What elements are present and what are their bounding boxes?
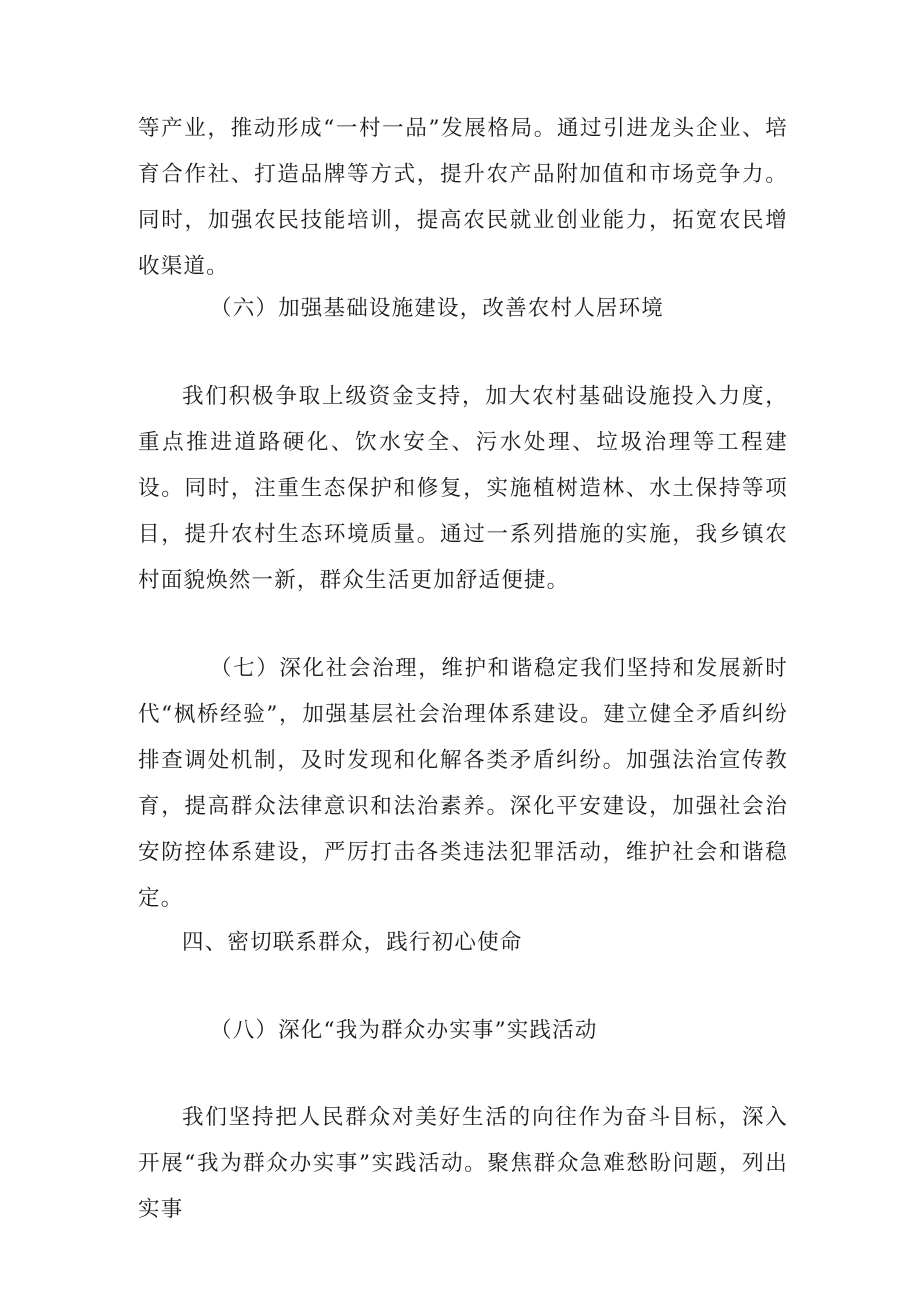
section-heading-six: （六）加强基础设施建设，改善农村人居环境 xyxy=(210,296,665,321)
body-paragraph: 等产业，推动形成“一村一品”发展格局。通过引进龙头企业、培育合作社、打造品牌等方式，提升农产品附加值和市场竞争力。同时，加强农民技能培训，提高农民就业创业能力，拓宽农民增收渠道。 xyxy=(138,116,788,279)
body-paragraph: 我们积极争取上级资金支持，加大农村基础设施投入力度，重点推进道路硬化、饮水安全、污水处理、垃圾治理等工程建设。同时，注重生态保护和修复，实施植树造林、水土保持等项目，提升农村生态环境质量。通过一系列措施的实施，我乡镇农村面貌焕然一新，群众生活更加舒适便捷。 xyxy=(138,384,788,593)
body-paragraph: 我们坚持把人民群众对美好生活的向往作为奋斗目标，深入开展“我为群众办实事”实践活动。聚焦群众急难愁盼问题，列出实事 xyxy=(138,1105,788,1222)
section-heading-eight: （八）深化“我为群众办实事”实践活动 xyxy=(210,1018,598,1043)
section-paragraph-seven: （七）深化社会治理，维护和谐稳定我们坚持和发展新时代“枫桥经验”，加强基层社会治理体系建设。建立健全矛盾纠纷排查调处机制，及时发现和化解各类矛盾纠纷。加强法治宣传教育，提高群众法律意识和法治素养。深化平安建设，加强社会治安防控体系建设，严厉打击各类违法犯罪活动，维护社会和谐稳定。 xyxy=(138,656,788,911)
chapter-heading-four: 四、密切联系群众，践行初心使命 xyxy=(182,930,523,955)
